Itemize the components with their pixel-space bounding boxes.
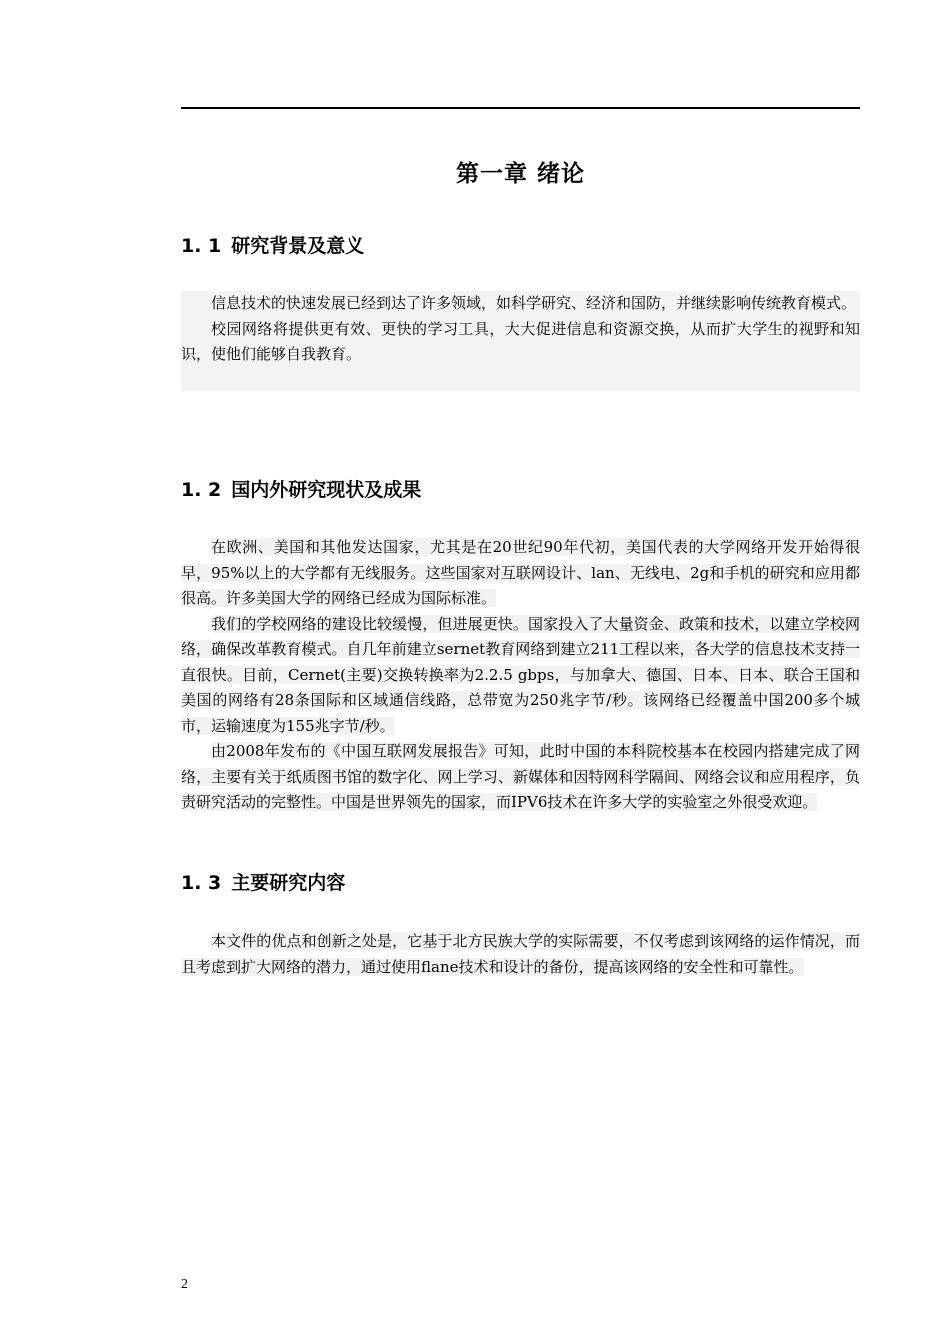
section-heading-1-2 [181, 476, 860, 504]
paragraph: 信息技术的快速发展已经到达了许多领域，如科学研究、经济和国防，并继续影响传统教育模式。 [211, 294, 857, 312]
page-number: 2 [181, 1277, 188, 1292]
paragraph [181, 739, 860, 816]
paragraph: 校园网络将提供更有效、更快的学习工具，大大促进信息和资源交换，从而扩大学生的视野和知识，使他们能够自我教育。 [181, 319, 860, 363]
paragraph [181, 929, 860, 980]
section-heading-1-3 [181, 869, 860, 897]
section-title: 国内外研究现状及成果 [231, 479, 422, 501]
section-number: 1. 3 [181, 872, 222, 894]
section-title: 研究背景及意义 [231, 235, 365, 257]
paragraph-text: 由2008年发布的《中国互联网发展报告》可知，此时中国的本科院校基本在校园内搭建完成了网络，主要有关于纸质图书馆的数字化、网上学习、新媒体和因特网科学隔间、网络会议和应用程序，负责研究活动的完整性。中国是世界领先的国家，而IPV6技术在许多大学的实验室之外很受欢迎。 [181, 742, 860, 811]
paragraph-text: 本文件的优点和创新之处是，它基于北方民族大学的实际需要，不仅考虑到该网络的运作情况，而且考虑到扩大网络的潜力，通过使用flane技术和设计的备份，提高该网络的安全性和可靠性。 [181, 932, 860, 976]
header-rule [181, 107, 860, 109]
section-body-1-3 [181, 929, 860, 980]
chapter-title: 第一章 绪论 [455, 161, 585, 187]
section-body-1-2 [181, 535, 860, 816]
paragraph-text: 在欧洲、美国和其他发达国家，尤其是在20世纪90年代初，美国代表的大学网络开发开始得很早，95%以上的大学都有无线服务。这些国家对互联网设计、lan、无线电、2g和手机的研究和应用都很高。许多美国大学的网络已经成为国际标准。 [181, 538, 860, 607]
section-title: 主要研究内容 [231, 872, 346, 894]
section-heading-1-1 [181, 232, 860, 260]
section-number: 1. 2 [181, 479, 222, 501]
paragraph [181, 612, 860, 740]
paragraph-text: 我们的学校网络的建设比较缓慢，但进展更快。国家投入了大量资金、政策和技术，以建立学校网络，确保改革教育模式。自几年前建立sernet教育网络到建立211工程以来，各大学的信息技术支持一直很快。目前，Cernet(主要)交换转换率为2.2.5 gbps，与加拿大、德国、日本、日本、联合王国和美国的网络有28条国际和区域通信线路，总带宽为250兆字节/秒。该网络已经覆盖中国200多个城市，运输速度为155兆字节/秒。 [181, 614, 860, 735]
section-number: 1. 1 [181, 235, 222, 257]
section-body-1-1 [181, 291, 860, 391]
paragraph [181, 535, 860, 612]
